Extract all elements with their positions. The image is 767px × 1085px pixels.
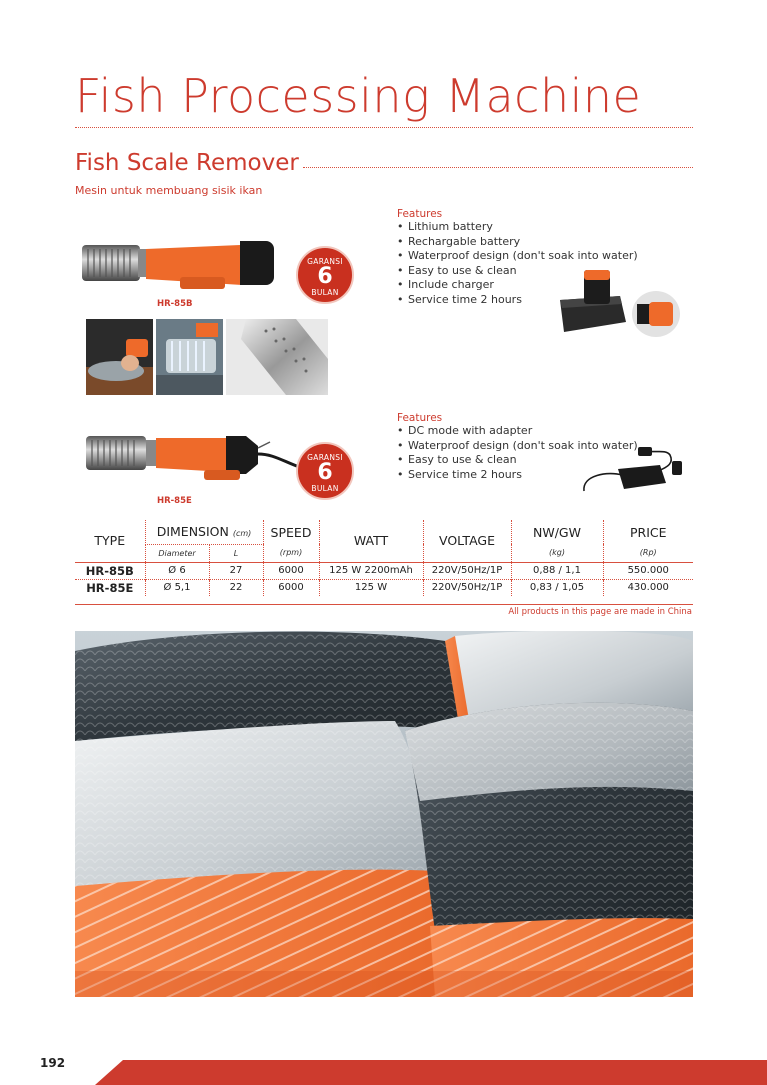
cell-length: 27: [209, 562, 263, 579]
footer-bar: [95, 1060, 767, 1085]
title-divider: [75, 127, 693, 128]
battery-closeup-image: [631, 290, 681, 338]
badge-top-text: GARANSI: [307, 453, 343, 462]
header-type: TYPE: [94, 533, 126, 549]
cell-type: HR-85E: [75, 579, 145, 596]
cell-voltage: 220V/50Hz/1P: [423, 562, 511, 579]
header-voltage: VOLTAGE: [423, 520, 511, 562]
feature-item: • Include charger: [397, 278, 638, 293]
page-title: Fish Processing Machine: [75, 69, 642, 123]
features-heading: Features: [397, 412, 443, 424]
header-price-unit: (Rp): [603, 544, 693, 562]
cell-speed: 6000: [263, 562, 319, 579]
header-dimension: [145, 520, 263, 544]
header-nwgw-unit: (kg): [511, 544, 603, 562]
charger-image: [556, 266, 628, 338]
cell-watt: 125 W: [319, 579, 423, 596]
feature-item: • Lithium battery: [397, 220, 638, 235]
cell-price: 430.000: [603, 579, 693, 596]
header-length: L: [209, 544, 263, 562]
usage-photo-3: [226, 319, 328, 395]
spec-table: [75, 520, 693, 596]
feature-item: • Service time 2 hours: [397, 293, 638, 308]
badge-number: 6: [317, 264, 333, 289]
salmon-fillet-photo: [75, 631, 693, 997]
cell-nwgw: 0,88 / 1,1: [511, 562, 603, 579]
table-bottom-line: [75, 604, 693, 605]
header-dimension-unit: (cm): [232, 529, 252, 539]
cell-price: 550.000: [603, 562, 693, 579]
hr85e-model-label: HR-85E: [157, 496, 192, 506]
feature-item: • Easy to use & clean: [397, 453, 638, 468]
header-speed-unit: (rpm): [263, 544, 319, 562]
hr85b-model-label: HR-85B: [157, 299, 193, 309]
feature-item: • Waterproof design (don't soak into water): [397, 439, 638, 454]
hr85b-warranty-badge: [296, 246, 354, 304]
cell-diameter: Ø 5,1: [145, 579, 209, 596]
header-speed: SPEED: [263, 520, 319, 544]
badge-bottom-text: BULAN: [311, 288, 339, 297]
cell-watt: 125 W 2200mAh: [319, 562, 423, 579]
hr85e-tool-image: [84, 432, 304, 494]
header-price: PRICE: [603, 520, 693, 544]
origin-note: All products in this page are made in China: [508, 607, 692, 617]
header-nwgw: NW/GW: [511, 520, 603, 544]
table-row: [75, 579, 693, 596]
cell-length: 22: [209, 579, 263, 596]
table-row: [75, 562, 693, 579]
header-watt: WATT: [319, 520, 423, 562]
cell-diameter: Ø 6: [145, 562, 209, 579]
feature-item: • Rechargable battery: [397, 235, 638, 250]
features-heading: Features: [397, 208, 443, 220]
feature-item: • Service time 2 hours: [397, 468, 638, 483]
section-title: Fish Scale Remover: [75, 150, 299, 176]
feature-item: • DC mode with adapter: [397, 424, 638, 439]
cell-type: HR-85B: [75, 562, 145, 579]
page-number: 192: [40, 1056, 66, 1070]
hr85b-tool-image: [80, 235, 280, 297]
hr85e-warranty-badge: [296, 442, 354, 500]
badge-top-text: GARANSI: [307, 257, 343, 266]
section-description: Mesin untuk membuang sisik ikan: [75, 184, 263, 197]
cell-voltage: 220V/50Hz/1P: [423, 579, 511, 596]
feature-item: • Waterproof design (don't soak into water): [397, 249, 638, 264]
usage-photo-1: [86, 319, 153, 395]
adapter-image: [578, 445, 688, 500]
badge-bottom-text: BULAN: [311, 484, 339, 493]
header-dimension-label: DIMENSION: [156, 524, 229, 540]
cell-speed: 6000: [263, 579, 319, 596]
subtitle-divider: [303, 167, 693, 168]
header-diameter: Diameter: [145, 544, 209, 562]
feature-item: • Easy to use & clean: [397, 264, 638, 279]
badge-number: 6: [317, 460, 333, 485]
cell-nwgw: 0,83 / 1,05: [511, 579, 603, 596]
usage-photo-2: [156, 319, 223, 395]
